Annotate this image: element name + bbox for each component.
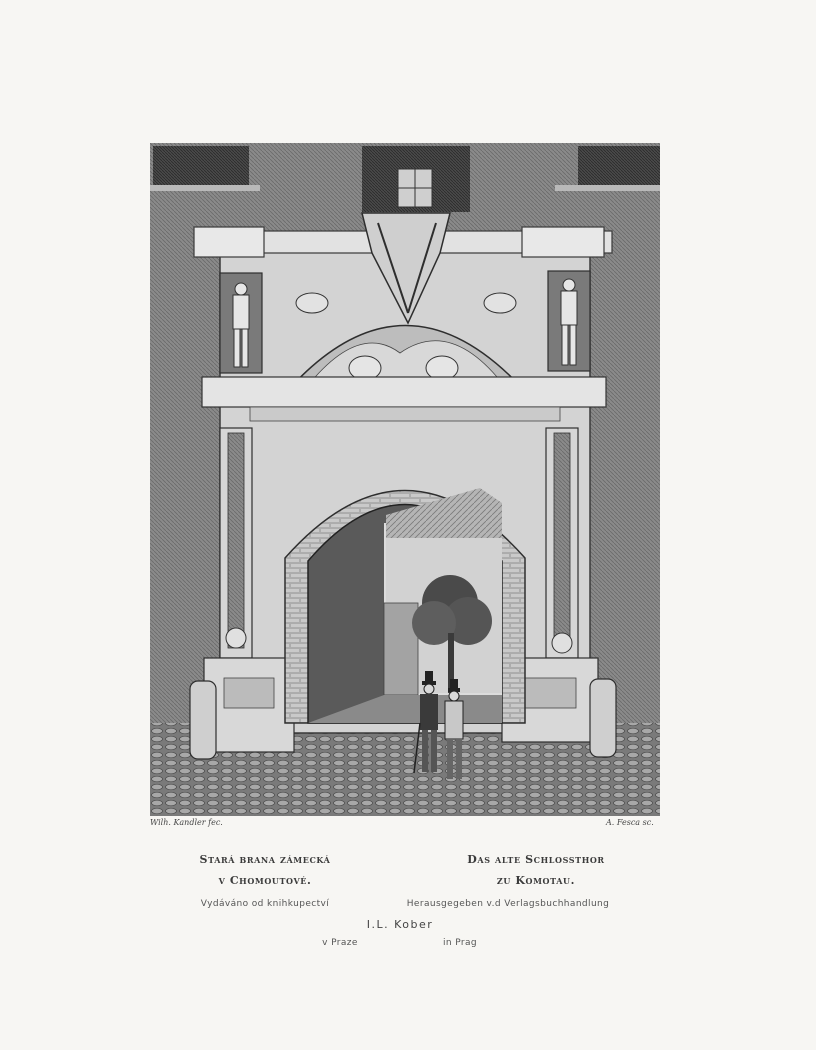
bollard-left — [190, 681, 216, 759]
title-german-line2: zu Komotau. — [496, 874, 576, 887]
column-right — [546, 428, 578, 658]
title-german-line1: Das alte Schlossthor — [467, 853, 605, 866]
bollard-right — [590, 679, 616, 757]
title-czech-line1: Stará brana zámecká — [199, 853, 331, 866]
place-german: in Prag — [442, 938, 478, 948]
publisher-line-german: Herausgegeben v.d Verlagsbuchhandlung — [406, 899, 610, 909]
window-right — [578, 146, 660, 186]
place-czech: v Praze — [322, 938, 358, 948]
artist-credit: Wilh. Kandler fec. — [150, 818, 223, 827]
window-left — [153, 146, 249, 186]
engraving-plate — [150, 143, 660, 816]
entablature — [202, 377, 606, 407]
engraver-credit: A. Fesca sc. — [606, 818, 654, 827]
publisher-line-czech: Vydáváno od knihkupectví — [200, 899, 330, 909]
putto-right — [484, 293, 516, 313]
column-left — [220, 428, 252, 658]
publisher-name: I.L. Kober — [366, 918, 434, 931]
title-czech-line2: v Chomoutové. — [218, 874, 312, 887]
putto-left — [296, 293, 328, 313]
